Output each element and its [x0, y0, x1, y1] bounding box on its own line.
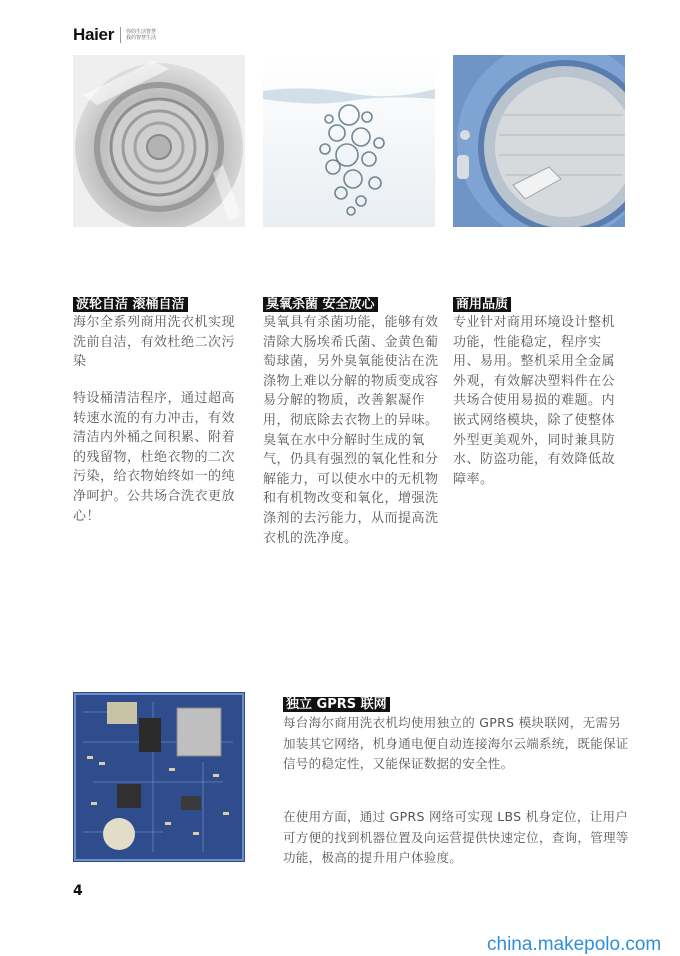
- logo-divider: [120, 27, 121, 43]
- washer-drum-photo: [453, 55, 625, 227]
- page-number: 4: [73, 883, 83, 899]
- self-clean-heading: 波轮自洁 滚桶自洁: [73, 297, 188, 312]
- slogan-line-2: 我的智慧生活: [126, 35, 157, 41]
- gprs-usage: 在使用方面，通过 GPRS 网络可实现 LBS 机身定位，让用户可方便的找到机器位置及向运营提供快速定位，查询，管理等功能，极高的提升用户体验度。: [283, 809, 629, 865]
- self-clean-intro: 海尔全系列商用洗衣机实现洗前自洁，有效杜绝二次污染: [73, 315, 236, 370]
- gprs-intro: 每台海尔商用洗衣机均使用独立的 GPRS 模块联网，无需另加装其它网络，机身通电便自动连接海尔云端系统，既能保证信号的稳定性，又能保证数据的安全性。: [283, 715, 629, 771]
- brand-slogan: [126, 29, 156, 41]
- ozone-detail: 臭氧具有杀菌功能，能够有效清除大肠埃希氏菌、金黄色葡萄球菌，另外臭氧能使沾在洗涤物上难以分解的物质变成容易分解的物质，改善絮凝作用，彻底除去衣物上的异味。臭氧在水中分解时生成的氧气，仍具有强烈的氧化性和分解能力，可以使水中的无机物和有机物改变和氧化，增强洗涤剂的去污能力，从而提高洗衣机的洗净度。: [263, 315, 439, 546]
- ozone-heading: 臭氧杀菌 安全放心: [263, 297, 378, 312]
- slogan-line-1: 你的生活智慧: [126, 29, 157, 35]
- ozone-bubbles-photo: [263, 55, 435, 227]
- brand-logo: [73, 26, 156, 44]
- drum-photo: [73, 55, 245, 227]
- commercial-quality-heading: 商用品质: [453, 297, 511, 312]
- brand-wordmark: Haier: [73, 25, 115, 44]
- commercial-quality-detail: 专业针对商用环境设计整机功能，性能稳定，程序实用、易用。整机采用全金属外观，有效解决塑料件在公共场合使用易损的难题。内嵌式网络模块，除了使整体外型更美观外，同时兼具防水、防盗功能，有效降低故障率。: [453, 315, 616, 487]
- source-watermark: china.makepolo.com: [487, 934, 662, 955]
- gprs-heading: 独立 GPRS 联网: [283, 697, 390, 712]
- self-clean-detail: 特设桶清洁程序，通过超高转速水流的有力冲击，有效清洁内外桶之间积累、附着的残留物，杜绝衣物的二次污染，给衣物始终如一的纯净呵护。公共场合洗衣更放心！: [73, 391, 236, 524]
- circuit-board-photo: [73, 692, 245, 862]
